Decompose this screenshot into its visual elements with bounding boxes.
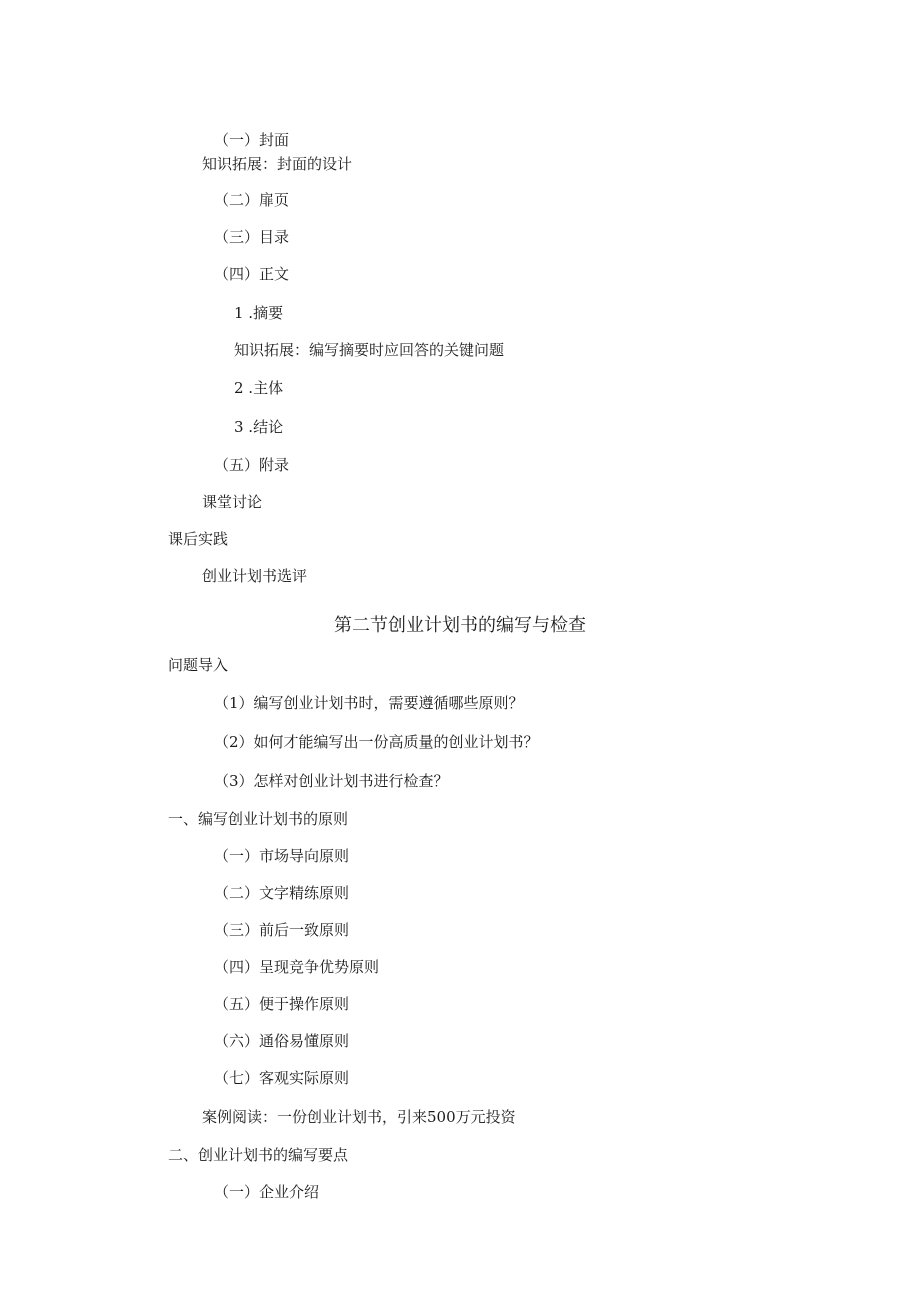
knowledge-extension-cover-design: 知识拓展：封面的设计 [202, 155, 353, 173]
case-reading: 案例阅读：一份创业计划书，引来500万元投资 [202, 1108, 516, 1126]
principle-competitive: （四）呈现竞争优势原则 [214, 958, 380, 976]
heading-principles: 一、编写创业计划书的原则 [168, 810, 349, 828]
principle-concise: （二）文字精练原则 [214, 884, 350, 902]
subsection-title-page: （二）扉页 [214, 191, 290, 209]
principle-understandable: （六）通俗易懂原则 [214, 1032, 350, 1050]
item-abstract: 1 .摘要 [234, 304, 284, 322]
principle-operable: （五）便于操作原则 [214, 995, 350, 1013]
subsection-company-intro: （一）企业介绍 [214, 1183, 320, 1201]
item-main-body: 2 .主体 [234, 379, 284, 397]
knowledge-extension-abstract: 知识拓展：编写摘要时应回答的关键问题 [234, 341, 505, 359]
question-intro: 问题导入 [168, 656, 229, 674]
subsection-contents: （三）目录 [214, 228, 290, 246]
question-3: （3）怎样对创业计划书进行检查？ [214, 772, 449, 790]
question-2: （2）如何才能编写出一份高质量的创业计划书？ [214, 733, 539, 751]
principle-consistent: （三）前后一致原则 [214, 921, 350, 939]
question-1: （1）编写创业计划书时，需要遵循哪些原则？ [214, 694, 524, 712]
business-plan-review: 创业计划书选评 [202, 567, 308, 585]
subsection-cover: （一）封面 [214, 131, 290, 149]
principle-market: （一）市场导向原则 [214, 847, 350, 865]
subsection-body: （四）正文 [214, 265, 290, 283]
principle-objective: （七）客观实际原则 [214, 1069, 350, 1087]
heading-key-points: 二、创业计划书的编写要点 [168, 1146, 349, 1164]
item-conclusion: 3 .结论 [234, 418, 284, 436]
subsection-appendix: （五）附录 [214, 456, 290, 474]
class-discussion: 课堂讨论 [202, 493, 263, 511]
section-title: 第二节创业计划书的编写与检查 [334, 615, 586, 636]
after-class-practice: 课后实践 [168, 530, 229, 548]
